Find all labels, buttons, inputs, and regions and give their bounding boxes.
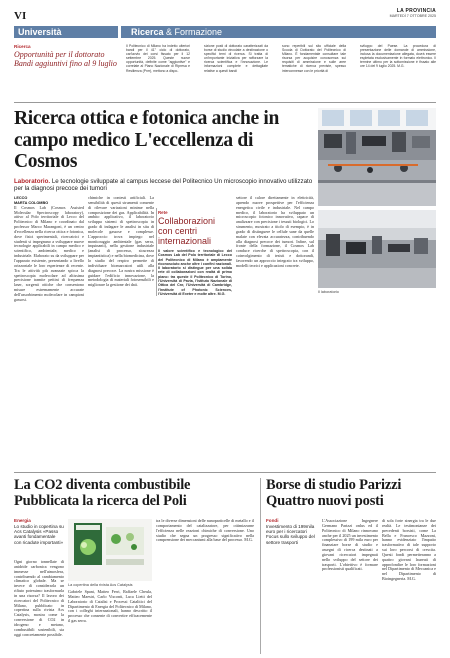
publication-name: LA PROVINCIA: [396, 8, 436, 14]
divider-rule-bottom: [14, 472, 436, 473]
co2-headline: La CO2 diventa combustibile Pubblicata la ricerca del Poli: [14, 477, 191, 509]
bottom-column-rule: [260, 478, 261, 654]
main-standfirst: [14, 178, 314, 193]
parizzi-column-2: di sola forte sinergia tra le due realtà. Le testimonianze dei precedenti borsisti, come La Bella e Francesco Mazzoni, hanno evidenziato l'impatto trasformativo di tale supporto sui loro percorsi di crescita. Questi fondi permetteranno a quattro giovani laureati di approfondire le loro formazioni nel Dipartimento di Meccanica e nel Dipartimento di Bioingegneria. M.G.: [382, 518, 436, 582]
teaser-column-2: sizione posti di dottorato caratterizzati da borse di studio vincolate a destinazione o specifici temi di ricerca. Si tratta di un'importante iniziativa per rafforzare la ricerca scientifica e l'innovazione. Le informazioni complete e dettagliate relative a questi bandi: [204, 44, 268, 73]
teaser-block: [14, 44, 122, 68]
section-research-bold: Ricerca: [131, 27, 164, 37]
photo-caption-cover: La copertina della rivista Acs Catalysis: [68, 583, 133, 587]
photo-caption-lab: Il laboratorio: [318, 290, 339, 294]
box-kicker: Rete: [158, 210, 168, 215]
standfirst-label: Laboratorio.: [14, 178, 51, 185]
lab-photo-secondary: [318, 210, 436, 288]
feature-box: [158, 210, 232, 296]
teaser-column-1: Il Politecnico di Milano ha indetto ulteriori bandi per il 41° ciclo di dottorato, cari'avvio dei corsi fissato per il 12 settembre 2025. Queste nuove opportunità, definite come "aggiuntive" e correlate al Piano Nazionale di Ripresa e Resilienza (Pnrr), mettono a dispo-: [126, 44, 190, 73]
main-column-3: [236, 196, 314, 470]
co2-column-2: Gabriele Spani, Matteo Ferri, Raffaele Cheula, Matteo Maestri, Carlo Visconti, Luca Lietti del Laboratorio di Catalisi e Processi Catalitici del Dipartimento di Energia del Politecnico di Milano, con i colleghi internazionali, hanno descritto il processo che consente di convertire efficacemente il gas serra.: [68, 589, 152, 624]
parizzi-subheading: Investimento di 199mila euro per i ricercatori Focus sullo sviluppo del settore trasporti: [266, 524, 315, 545]
main-text-3: settore il calore direttamente in elettricità, aprendo nuove prospettive per l'efficienza energetica civile e industriale. Nel campo medico, il laboratorio ha sviluppato un microscopio fotonico innovativo, capace di analizzare con precisione i tessuti biologici. Lo strumento, mostrato a titolo di esempio, è in grado di distinguere le cellule sane da quelle malate con elevata accuratezza, contribuendo alla diagnosi precoce dei tumori. Infine, sul fronte della formazione, il Cosmos Lab conduce ricerche di spettroscopia, con il coinvolgimento di tesisti e dottorandi, favorendo un approccio integrato tra sviluppo, modelli teorici e applicazioni concrete.: [236, 195, 314, 268]
byline-city: LECCO: [14, 196, 28, 200]
masthead: [390, 8, 436, 18]
section-research: [121, 26, 436, 38]
teaser-kicker: Ricerca: [14, 44, 31, 49]
box-headline: Collaborazioni con centri internazionali: [158, 216, 216, 246]
teaser-headline: Opportunità per il dottorato Bandi aggiuntivi fino al 9 luglio: [14, 50, 117, 68]
parizzi-kicker: Fondi: [266, 518, 279, 523]
box-left-rule: [156, 208, 157, 296]
box-text: Il valore scientifico e tecnologico del Cosmos Lab del Polo territoriale di Lecco del Politecnico di Milano è ampiamente riconosciuto anche oltre i confini nazionali. Il laboratorio si distingue per una solida rete di collaborazioni con realtà di primo piano: tra queste il Politecnico di Torino, l'Università di Pavia, l'Istituto Nazionale di Ottica del Cnr, l'Università di Cambridge, l'Institute of Photonic Sciences, l'Università di Exeter e molte altre. M.G.: [158, 249, 232, 296]
section-research-rest: & Formazione: [163, 27, 223, 37]
byline-author: MARTA COLOMBO: [14, 200, 49, 205]
teaser-column-3: sono reperibili sul sito ufficiale della Scuola di Dottorato del Politecnico di Milano. È fondamentale consultare tale risorsa per acquisire conoscenza sui requisiti di ammissione e sulle aree tematiche di ricerca previste, spesso interconnesse con le priorità di: [282, 44, 346, 73]
parizzi-column-1: L'Associazione Ingegnere Germano Parizzi onlus ed il Politecnico di Milano rinnovano anche per il 2025 un investimento complessivo di 199 mila euro per finanziare borse di studio e assegni di ricerca destinati a giovani ricercatori impegnati nello sviluppo del settore dei trasporti. L'obiettivo è formare professionisti qualificati.: [322, 518, 378, 572]
page-number: VI: [14, 10, 27, 22]
journal-cover-photo: [68, 519, 152, 581]
section-university: Università: [14, 26, 118, 38]
co2-column-1: Ogni giorno tonnellate di anidride carbonica vengono immesse nell'atmosfera, contribuendo al cambiamento climatico globale. Ma se invece di considerarla un rifiuto potessimo trasformarla in una risorsa? Il lavoro dei ricercatori del Politecnico di Milano, pubblicato in copertina sulla rivista Acs Catalysis, mostra come la conversione di CO2 in idrogeno e metano, combustibili sostenibili, sia oggi concretamente possibile.: [14, 559, 64, 637]
teaser-column-4: sviluppo del Paese. La procedura di presentazione delle domande di ammissione, inclusa la documentazione allegata, dovrà essere espletata esclusivamente in formato elettronico. Il termine ultimo per la sottomissione è fissato alle ore 14 del 9 luglio 2025. M.G.: [360, 44, 436, 69]
co2-column-3: tra le diverse dimensioni delle nanoparticelle di metallo e il comportamento del catalizzatore, per ottimizzarne l'efficienza nelle reazioni chimiche di conversione. Uno studio che segna un progresso significativo nella comprensione dei meccanismi alla base del processo. M.G.: [156, 518, 254, 543]
main-text-1: Il Cosmos Lab (Cosmos Assisted Molecular Spectroscopy laboratory), attivo al Polo territoriale di Lecco del Politecnico di Milano e coordinato dal professor Marco Marangoni, è un centro d'eccellenza nella ricerca ottica e fotonica, dove fisici sperimentali, ricercatrici e studenti si impegnano a sviluppare nuove tecnologie applicabili in campo medico e scientifico, ambientale, medico e industriale. Elaborato su da sviluppare per l'apparato esistente, presentando a livello orizzontale le loro esperienze di recente. Tra le attività più avanzate spicca la spettroscopia molecolare ad altissima precisione tramite pettini di frequenza laser, sorgenti ottiche che consentono misure estremamente accurate dell'assorbimento molecolare in campioni gassosi.: [14, 204, 84, 302]
main-headline: Ricerca ottica e fotonica anche in campo medico L'eccellenza di Cosmos: [14, 108, 280, 172]
issue-date: MARTEDÌ 7 OTTOBRE 2025: [389, 14, 436, 18]
co2-kicker: Energia: [14, 518, 31, 523]
lab-photo-main: [318, 108, 436, 206]
main-column-2: chimiche in contesti artificiali. La sensibilità di questi strumenti consente di rilevare variazioni minime nella composizione dei gas. Applicabilità. In ambito applicativo, il laboratorio sviluppa sistemi di spettroscopia in grado di indagare le analisi in situ di molecole gassose e complesse. L'approccio trova impiego nel monitoraggio ambientale (gas serra, inquinanti), nella gestione industriale (analisi di processo, sicurezza impiantistica) e nella biomedicina, dove lo studio del respiro permette di individuare biomarcatori utili alla diagnosi precoce. La nostra missione è guidare l'edificio innovazione, la metodologia di materiali fotosensibili e migliorare la gestione dei dati.: [88, 195, 154, 288]
section-bar: [14, 26, 436, 38]
parizzi-headline: Borse di studio Parizzi Quattro nuovi posti: [266, 477, 402, 509]
standfirst-text: Le tecnologie sviluppate al campus leccese del Politecnico Un microscopio innovativo utilizzato per la diagnosi precoce dei tumori: [14, 178, 313, 193]
co2-subheading: Lo studio in copertina su Acs Catalysis «Passo avanti fondamentale con ricadute importanti»: [14, 524, 64, 545]
divider-rule: [14, 102, 436, 103]
main-column-1: [14, 196, 84, 470]
